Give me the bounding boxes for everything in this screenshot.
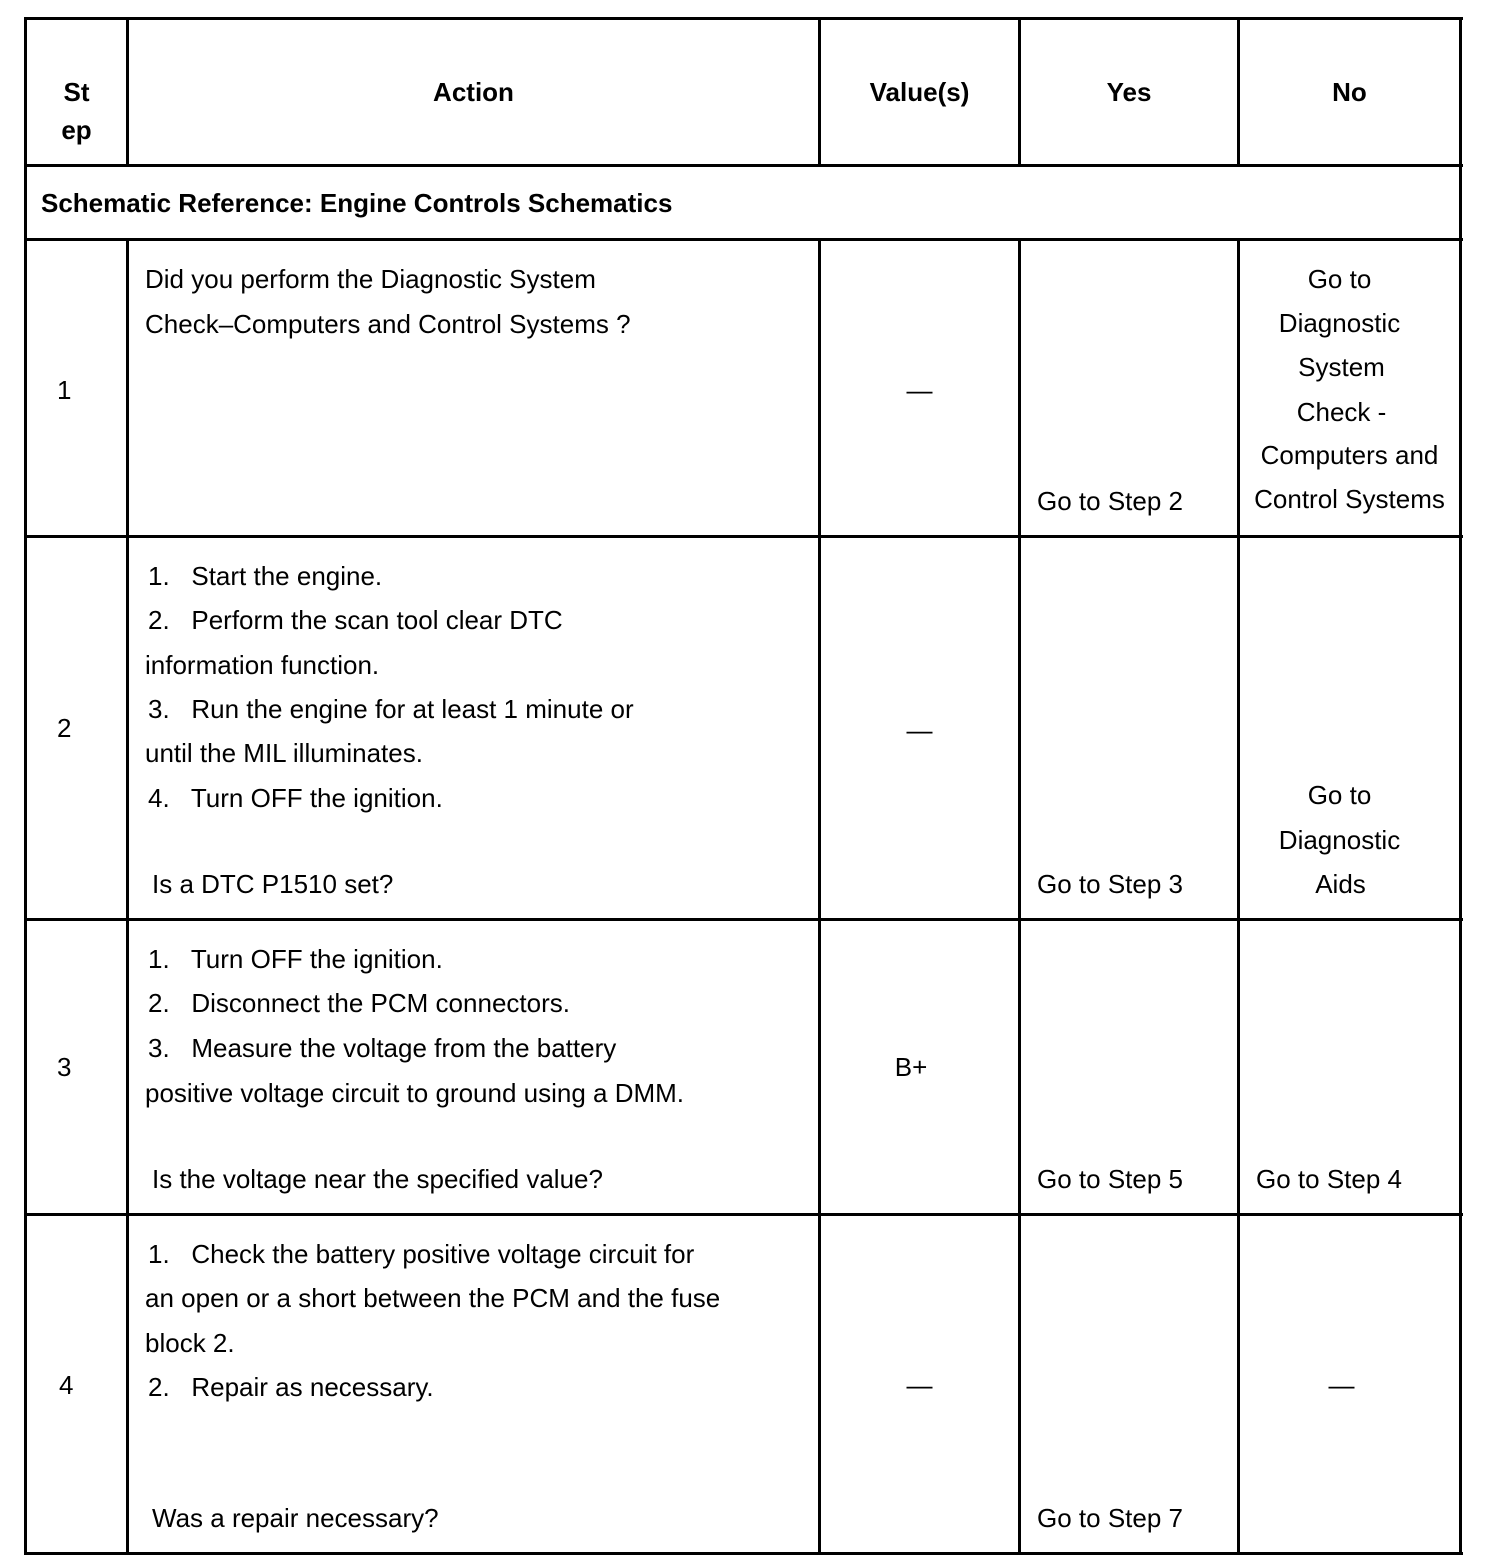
header-step xyxy=(27,73,126,149)
row1-action-line: Check–Computers and Control Systems ? xyxy=(145,309,631,339)
header-values: Value(s) xyxy=(869,77,970,107)
row2-divider xyxy=(24,918,1463,921)
row1-no-line: Computers and xyxy=(1260,440,1439,470)
col-divider-value xyxy=(1018,238,1021,1555)
row3-divider xyxy=(24,1213,1463,1216)
row1-yes: Go to Step 2 xyxy=(1037,486,1183,516)
row2-no-line: Aids xyxy=(1315,869,1366,899)
row3-step: 3 xyxy=(57,1052,72,1082)
row1-value: — xyxy=(906,375,933,405)
row2-action-line: until the MIL illuminates. xyxy=(145,738,423,768)
header-yes: Yes xyxy=(1106,77,1152,107)
row2-value: — xyxy=(906,715,933,745)
row4-yes: Go to Step 7 xyxy=(1037,1503,1183,1533)
row4-step: 4 xyxy=(59,1370,74,1400)
header-divider xyxy=(24,164,1463,167)
row4-question: Was a repair necessary? xyxy=(152,1503,439,1533)
row4-action-line: block 2. xyxy=(145,1328,235,1358)
schematic-divider xyxy=(24,238,1463,241)
table-border-top xyxy=(24,17,1463,20)
row2-question: Is a DTC P1510 set? xyxy=(152,869,394,899)
row3-no: Go to Step 4 xyxy=(1256,1164,1402,1194)
row2-step: 2 xyxy=(57,713,72,743)
row4-no: — xyxy=(1328,1370,1355,1400)
row3-action-line: 2. Disconnect the PCM connectors. xyxy=(148,988,570,1018)
row2-action-line: 3. Run the engine for at least 1 minute or xyxy=(148,694,634,724)
table-border-right xyxy=(1459,17,1462,1555)
row1-action-line: Did you perform the Diagnostic System xyxy=(145,264,596,294)
row4-action-line: 2. Repair as necessary. xyxy=(148,1372,434,1402)
row3-yes: Go to Step 5 xyxy=(1037,1164,1183,1194)
col-divider-action xyxy=(818,238,821,1555)
header-step-line2: ep xyxy=(61,115,92,145)
table-border-bottom xyxy=(24,1552,1463,1555)
row3-action-line: 1. Turn OFF the ignition. xyxy=(148,944,443,974)
row1-divider xyxy=(24,535,1463,538)
row2-action-line: information function. xyxy=(145,650,380,680)
row3-value: B+ xyxy=(894,1052,928,1082)
header-step-line1: St xyxy=(63,77,90,107)
header-action: Action xyxy=(433,77,514,107)
table-border-left xyxy=(24,17,27,1555)
row1-no-line: Diagnostic xyxy=(1278,308,1401,338)
row4-action-line: an open or a short between the PCM and the fuse xyxy=(145,1283,721,1313)
row2-yes: Go to Step 3 xyxy=(1037,869,1183,899)
row1-no-line: Check - xyxy=(1296,397,1387,427)
row1-no-line: Control Systems xyxy=(1254,484,1445,514)
row1-step: 1 xyxy=(57,375,72,405)
row4-action-line: 1. Check the battery positive voltage circuit for xyxy=(148,1239,695,1269)
row4-value: — xyxy=(906,1370,933,1400)
row3-action-line: positive voltage circuit to ground using a DMM. xyxy=(145,1078,685,1108)
row1-no-line: Go to xyxy=(1307,264,1372,294)
row2-action-line: 4. Turn OFF the ignition. xyxy=(148,783,443,813)
row3-action-line: 3. Measure the voltage from the battery xyxy=(148,1033,617,1063)
col-divider-step xyxy=(126,238,129,1555)
row2-action-line: 1. Start the engine. xyxy=(148,561,383,591)
header-no: No xyxy=(1332,77,1367,107)
row1-no-line: System xyxy=(1298,352,1385,382)
row3-question: Is the voltage near the specified value? xyxy=(152,1164,603,1194)
schematic-reference: Schematic Reference: Engine Controls Schematics xyxy=(41,188,673,218)
row2-action-line: 2. Perform the scan tool clear DTC xyxy=(148,605,563,635)
row2-no-line: Diagnostic xyxy=(1278,825,1401,855)
row2-no-line: Go to xyxy=(1307,780,1372,810)
